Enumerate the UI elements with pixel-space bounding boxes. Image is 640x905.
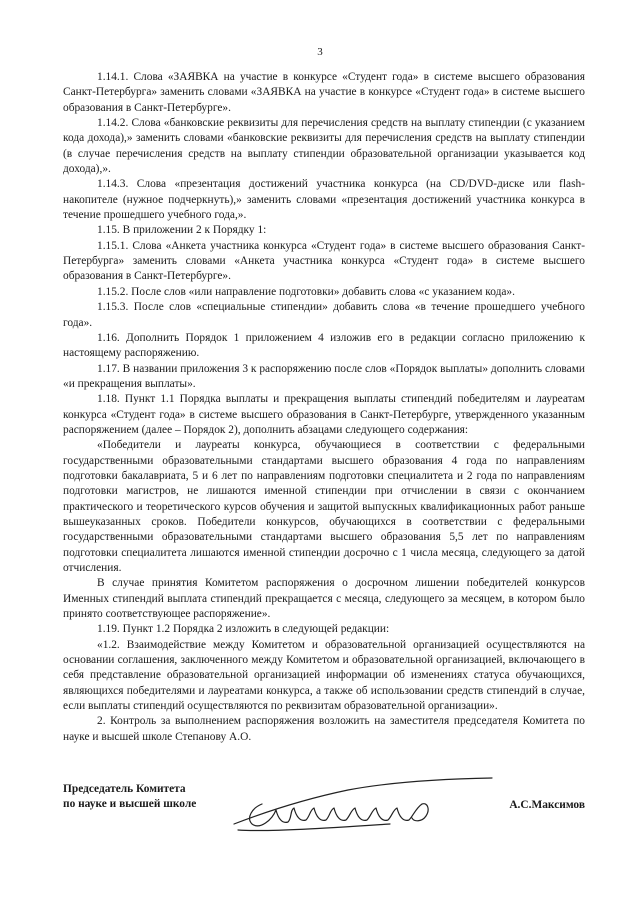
paragraph-1-17: 1.17. В названии приложения 3 к распоряжению после слов «Порядок выплаты» дополнить словами «и прекращения выплаты».	[63, 362, 585, 390]
signatory-name: А.С.Максимов	[509, 799, 585, 811]
paragraph-1-14-1: 1.14.1. Слова «ЗАЯВКА на участие в конкурсе «Студент года» в системе высшего образования Санкт-Петербурга» заменить словами «ЗАЯВКА на участие в конкурсе «Студент года» в системе высшего образования в Санкт-Петербурге».	[63, 71, 585, 114]
paragraph-1-16: 1.16. Дополнить Порядок 1 приложением 4 изложив его в редакции согласно приложению к настоящему распоряжению.	[63, 331, 585, 360]
paragraph-1-15-3: 1.15.3. После слов «специальные стипендии» добавить слова «в течение прошедшего учебного года».	[63, 301, 585, 329]
handwritten-signature	[230, 774, 500, 836]
paragraph-1-18-quote-1: «Победители и лауреаты конкурса, обучающиеся в соответствии с федеральными государственными образовательными стандартами высшего образования 4 года по направлениям подготовки бакалавриата, 5 и 6 лет по направлениям подготовки специалитета и 2 года по направлениям подготовки магистров, не лишаются именной стипендии при отчислении в связи с окончанием практического и теоретического курсов обучения и защитой выпускных квалификационных работ раньше вышеуказанных сроков. Победители конкурсов, обучающихся в соответствии с федеральными государственными образовательными стандартами высшего образования 5,5 лет по направлениям подготовки специалитета лишаются именной стипендии досрочно с 1 числа месяца, следующего за датой отчисления.	[63, 439, 585, 574]
paragraph-1-14-2: 1.14.2. Слова «банковские реквизиты для перечисления средств на выплату стипендии (с указанием кода дохода),» заменить словами «банковские реквизиты для перечисления средств на выплату стипендии (в случае перечисления средств на выплату стипендии образовательной организации указывается код дохода),».	[63, 117, 585, 176]
document-body	[63, 70, 585, 745]
signatory-title	[63, 782, 196, 812]
signatory-title-line-1: Председатель Комитета	[63, 783, 186, 795]
paragraph-1-19-quote: «1.2. Взаимодействие между Комитетом и образовательной организацией осуществляются на основании соглашения, заключенного между Комитетом и образовательной организацией, включающего в себя представление образовательной организацией информации об изменениях статуса обучающихся, являющихся победителями и лауреатами конкурса, а также об использовании средств стипендий в случае, если выплаты стипендий осуществляются по реквизитам образовательной организации».	[63, 638, 585, 713]
paragraph-1-19: 1.19. Пункт 1.2 Порядка 2 изложить в следующей редакции:	[97, 623, 390, 636]
signature-block	[63, 782, 585, 842]
paragraph-1-15-1: 1.15.1. Слова «Анкета участника конкурса «Студент года» в системе высшего образования Санкт-Петербурга» заменить словами «Анкета участника конкурса «Студент года» в системе высшего образования в Санкт-Петербурге».	[63, 239, 585, 283]
paragraph-1-18-quote-2: В случае принятия Комитетом распоряжения о досрочном лишении победителей конкурсов Именных стипендий выплата стипендий прекращается с месяца, следующего за месяцем, в котором было принято соответствующее распоряжение».	[63, 577, 585, 621]
paragraph-1-15: 1.15. В приложении 2 к Порядку 1:	[97, 224, 267, 237]
paragraph-2: 2. Контроль за выполнением распоряжения возложить на заместителя председателя Комитета по науке и высшей школе Степанову А.О.	[63, 715, 585, 743]
paragraph-1-14-3: 1.14.3. Слова «презентация достижений участника конкурса (на CD/DVD-диске или flash-накопителе (нужное подчеркнуть),» заменить словами «презентация достижений участника конкурса в течение прошедшего учебного года,».	[63, 178, 585, 222]
paragraph-1-18: 1.18. Пункт 1.1 Порядка выплаты и прекращения выплаты стипендий победителям и лауреатам конкурса «Студент года» в системе высшего образования в Санкт-Петербурге, утвержденного указанным распоряжением (далее – Порядок 2), дополнить абзацами следующего содержания:	[63, 393, 585, 436]
paragraph-1-15-2: 1.15.2. После слов «или направление подготовки» добавить слова «с указанием кода».	[97, 285, 515, 298]
page-number: 3	[317, 46, 323, 58]
signatory-title-line-2: по науке и высшей школе	[63, 798, 197, 810]
